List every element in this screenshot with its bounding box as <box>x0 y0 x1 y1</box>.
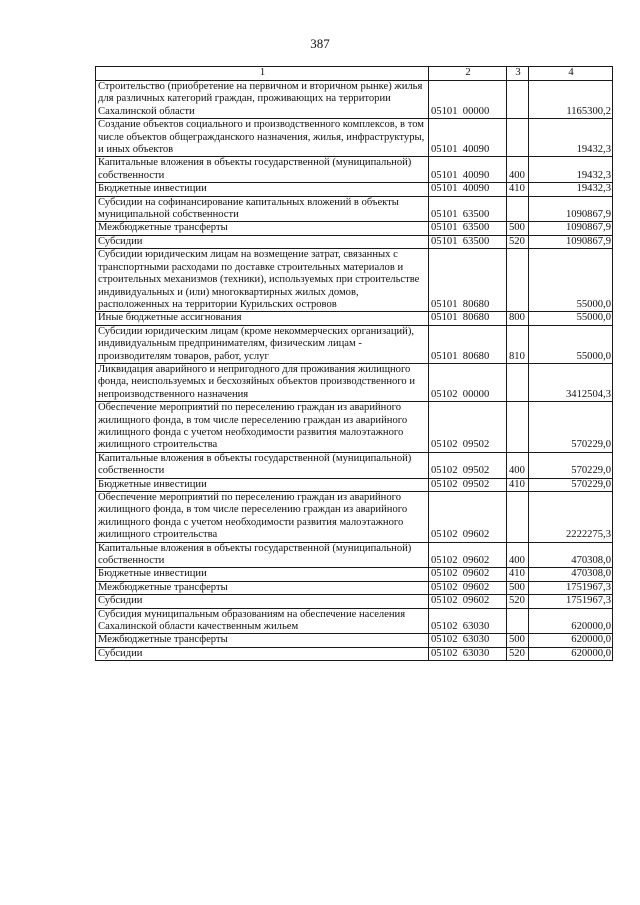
column-header-amount: 4 <box>529 67 613 81</box>
row-code: 05102 63030 <box>429 647 507 660</box>
row-amount: 55000,0 <box>529 249 613 312</box>
row-type <box>507 249 529 312</box>
row-name: Создание объектов социального и производственного комплексов, в том числе объектов общегражданского назначения, жилья, инфраструктуры, и иных объектов <box>96 119 429 157</box>
row-code: 05101 63500 <box>429 196 507 222</box>
row-type: 410 <box>507 478 529 491</box>
column-header-name: 1 <box>96 67 429 81</box>
row-type <box>507 608 529 634</box>
table-row <box>96 478 613 491</box>
table-row <box>96 363 613 401</box>
table-row <box>96 157 613 183</box>
row-amount: 1751967,3 <box>529 595 613 608</box>
column-header-type: 3 <box>507 67 529 81</box>
row-type <box>507 81 529 119</box>
table-row <box>96 222 613 235</box>
row-amount: 1751967,3 <box>529 581 613 594</box>
table-row <box>96 542 613 568</box>
row-name: Бюджетные инвестиции <box>96 478 429 491</box>
row-amount: 1090867,9 <box>529 222 613 235</box>
row-code: 05101 80680 <box>429 249 507 312</box>
row-name: Бюджетные инвестиции <box>96 183 429 196</box>
table-row <box>96 634 613 647</box>
table-row <box>96 325 613 363</box>
table-body <box>96 81 613 661</box>
row-type: 520 <box>507 595 529 608</box>
row-code: 05102 09602 <box>429 581 507 594</box>
table-row <box>96 568 613 581</box>
row-amount: 570229,0 <box>529 478 613 491</box>
row-type: 400 <box>507 452 529 478</box>
row-amount: 1165300,2 <box>529 81 613 119</box>
page-number: 387 <box>310 36 330 51</box>
row-name: Капитальные вложения в объекты государственной (муниципальной) собственности <box>96 452 429 478</box>
table-row <box>96 492 613 543</box>
row-code: 05101 80680 <box>429 325 507 363</box>
row-code: 05101 00000 <box>429 81 507 119</box>
row-code: 05102 09602 <box>429 542 507 568</box>
row-type <box>507 119 529 157</box>
row-code: 05101 80680 <box>429 312 507 325</box>
row-amount: 1090867,9 <box>529 235 613 248</box>
row-amount: 55000,0 <box>529 325 613 363</box>
table-row <box>96 119 613 157</box>
row-name: Субсидии юридическим лицам на возмещение затрат, связанных с транспортными расходами по доставке строительных материалов и строительных механизмов (техники), используемых при строительстве индивидуальных и (или) многоквартирных жилых домов, расположенных на территории Курильских островов <box>96 249 429 312</box>
table-row <box>96 249 613 312</box>
row-amount: 3412504,3 <box>529 363 613 401</box>
table-row <box>96 81 613 119</box>
row-code: 05101 40090 <box>429 119 507 157</box>
row-name: Иные бюджетные ассигнования <box>96 312 429 325</box>
row-name: Межбюджетные трансферты <box>96 581 429 594</box>
row-code: 05101 40090 <box>429 183 507 196</box>
table-row <box>96 402 613 453</box>
row-amount: 470308,0 <box>529 542 613 568</box>
row-code: 05102 09602 <box>429 595 507 608</box>
row-name: Обеспечение мероприятий по переселению граждан из аварийного жилищного фонда, в том числе переселению граждан из аварийного жилищного фонда с учетом необходимости развития малоэтажного жилищного строительства <box>96 492 429 543</box>
row-name: Субсидии <box>96 235 429 248</box>
row-code: 05102 09502 <box>429 402 507 453</box>
row-name: Бюджетные инвестиции <box>96 568 429 581</box>
row-code: 05102 63030 <box>429 608 507 634</box>
table-row <box>96 647 613 660</box>
row-code: 05101 40090 <box>429 157 507 183</box>
row-code: 05101 63500 <box>429 222 507 235</box>
row-amount: 2222275,3 <box>529 492 613 543</box>
row-amount: 620000,0 <box>529 634 613 647</box>
row-code: 05101 63500 <box>429 235 507 248</box>
row-amount: 55000,0 <box>529 312 613 325</box>
row-type: 520 <box>507 235 529 248</box>
row-name: Ликвидация аварийного и непригодного для проживания жилищного фонда, неиспользуемых и бесхозяйных объектов производственного и непроизводственного назначения <box>96 363 429 401</box>
row-type <box>507 196 529 222</box>
row-amount: 620000,0 <box>529 647 613 660</box>
table-row <box>96 452 613 478</box>
row-name: Межбюджетные трансферты <box>96 222 429 235</box>
row-code: 05102 00000 <box>429 363 507 401</box>
row-type <box>507 402 529 453</box>
row-amount: 620000,0 <box>529 608 613 634</box>
row-code: 05102 09502 <box>429 478 507 491</box>
row-type: 800 <box>507 312 529 325</box>
row-name: Капитальные вложения в объекты государственной (муниципальной) собственности <box>96 542 429 568</box>
row-name: Субсидии на софинансирование капитальных вложений в объекты муниципальной собственности <box>96 196 429 222</box>
row-code: 05102 09502 <box>429 452 507 478</box>
row-name: Субсидии <box>96 647 429 660</box>
row-amount: 470308,0 <box>529 568 613 581</box>
table-row <box>96 608 613 634</box>
row-name: Обеспечение мероприятий по переселению граждан из аварийного жилищного фонда, в том числе переселению граждан из аварийного жилищного фонда с учетом необходимости развития малоэтажного жилищного строительства <box>96 402 429 453</box>
row-amount: 19432,3 <box>529 157 613 183</box>
row-type: 520 <box>507 647 529 660</box>
row-code: 05102 63030 <box>429 634 507 647</box>
row-type: 410 <box>507 568 529 581</box>
row-type: 500 <box>507 581 529 594</box>
row-type <box>507 492 529 543</box>
row-code: 05102 09602 <box>429 568 507 581</box>
row-amount: 570229,0 <box>529 402 613 453</box>
row-name: Строительство (приобретение на первичном и вторичном рынке) жилья для различных категорий граждан, проживающих на территории Сахалинской области <box>96 81 429 119</box>
header-row <box>96 67 613 81</box>
row-name: Капитальные вложения в объекты государственной (муниципальной) собственности <box>96 157 429 183</box>
table-row <box>96 235 613 248</box>
row-amount: 19432,3 <box>529 119 613 157</box>
table-row <box>96 581 613 594</box>
row-name: Межбюджетные трансферты <box>96 634 429 647</box>
row-code: 05102 09602 <box>429 492 507 543</box>
row-type: 810 <box>507 325 529 363</box>
table-row <box>96 196 613 222</box>
row-name: Субсидии <box>96 595 429 608</box>
table-row <box>96 183 613 196</box>
row-amount: 570229,0 <box>529 452 613 478</box>
row-type: 410 <box>507 183 529 196</box>
row-type: 400 <box>507 542 529 568</box>
row-type: 500 <box>507 222 529 235</box>
row-name: Субсидия муниципальным образованиям на обеспечение населения Сахалинской области качественным жильем <box>96 608 429 634</box>
row-type: 500 <box>507 634 529 647</box>
row-amount: 19432,3 <box>529 183 613 196</box>
table-row <box>96 595 613 608</box>
row-amount: 1090867,9 <box>529 196 613 222</box>
column-header-code: 2 <box>429 67 507 81</box>
table-row <box>96 312 613 325</box>
row-name: Субсидии юридическим лицам (кроме некоммерческих организаций), индивидуальным предпринимателям, физическим лицам - производителям товаров, работ, услуг <box>96 325 429 363</box>
row-type <box>507 363 529 401</box>
budget-table <box>95 66 613 661</box>
row-type: 400 <box>507 157 529 183</box>
